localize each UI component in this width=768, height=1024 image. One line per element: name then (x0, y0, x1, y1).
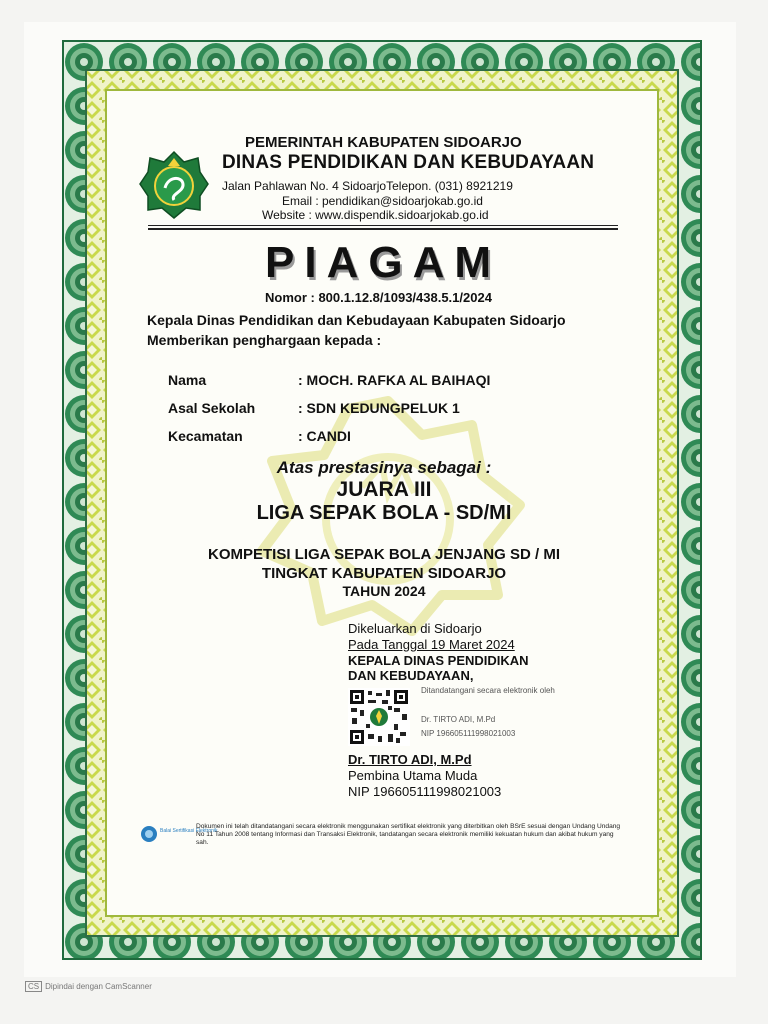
signer-role-line2: DAN KEBUDAYAAN, (348, 668, 474, 683)
issued-place: Dikeluarkan di Sidoarjo (348, 621, 482, 636)
achievement-event: LIGA SEPAK BOLA - SD/MI (256, 502, 512, 524)
esign-note: Ditandatangani secara elektronik oleh (421, 686, 555, 695)
field-label-district: Kecamatan (168, 428, 243, 444)
achievement-intro: Atas prestasinya sebagai : (276, 458, 492, 477)
competition-year: TAHUN 2024 (342, 583, 426, 599)
esign-nip: NIP 196605111998021003 (421, 729, 516, 738)
signer-rank: Pembina Utama Muda (348, 768, 478, 783)
esign-name: Dr. TIRTO ADI, M.Pd (421, 715, 496, 724)
sidoarjo-emblem-icon (138, 150, 210, 220)
scanner-watermark (25, 981, 152, 992)
camscanner-badge-icon: CS (25, 981, 42, 992)
header-email: Email : pendidikan@sidoarjokab.go.id (282, 194, 483, 208)
header-divider (148, 225, 618, 226)
qr-code-icon (348, 688, 410, 746)
bsre-logo-text: Balai Sertifikasi Elektronik (160, 828, 218, 834)
competition-name: KOMPETISI LIGA SEPAK BOLA JENJANG SD / MI (208, 546, 560, 563)
bsre-logo-icon (140, 822, 218, 848)
competition-level: TINGKAT KABUPATEN SIDOARJO (261, 565, 507, 582)
field-value-name: : MOCH. RAFKA AL BAIHAQI (298, 372, 491, 388)
esign-disclaimer: Dokumen ini telah ditandatangani secara elektronik menggunakan sertifikat elektronik yang diterbitkan oleh BSrE sesuai dengan Undang Undang No 11 Tahun 2008 tentang Informasi dan Transaksi Elektronik, tandatangan secara elektronik memiliki kekuatan hukum dan akibat hukum yang sah. (196, 823, 621, 847)
issuer-line: Kepala Dinas Pendidikan dan Kebudayaan Kabupaten Sidoarjo (147, 312, 566, 328)
header-department: DINAS PENDIDIKAN DAN KEBUDAYAAN (222, 152, 595, 173)
signer-nip: NIP 196605111998021003 (348, 784, 502, 799)
certificate-title: PIAGAM (265, 238, 501, 287)
field-label-school: Asal Sekolah (168, 400, 256, 416)
header-divider-thick (148, 228, 618, 230)
certificate-number: Nomor : 800.1.12.8/1093/438.5.1/2024 (265, 290, 492, 305)
signer-role-line1: KEPALA DINAS PENDIDIKAN (348, 653, 529, 668)
header-website: Website : www.dispendik.sidoarjokab.go.id (262, 208, 489, 222)
issued-date: Pada Tanggal 19 Maret 2024 (348, 637, 515, 652)
achievement-rank: JUARA III (336, 478, 432, 501)
scanner-text: Dipindai dengan CamScanner (45, 982, 152, 991)
header-government: PEMERINTAH KABUPATEN SIDOARJO (245, 134, 522, 151)
header-address: Jalan Pahlawan No. 4 SidoarjoTelepon. (031) 8921219 (222, 179, 513, 193)
signer-name: Dr. TIRTO ADI, M.Pd (348, 752, 472, 767)
field-value-school: : SDN KEDUNGPELUK 1 (298, 400, 460, 416)
field-value-district: : CANDI (298, 428, 351, 444)
field-label-name: Nama (168, 372, 207, 388)
award-intro: Memberikan penghargaan kepada : (147, 332, 382, 348)
